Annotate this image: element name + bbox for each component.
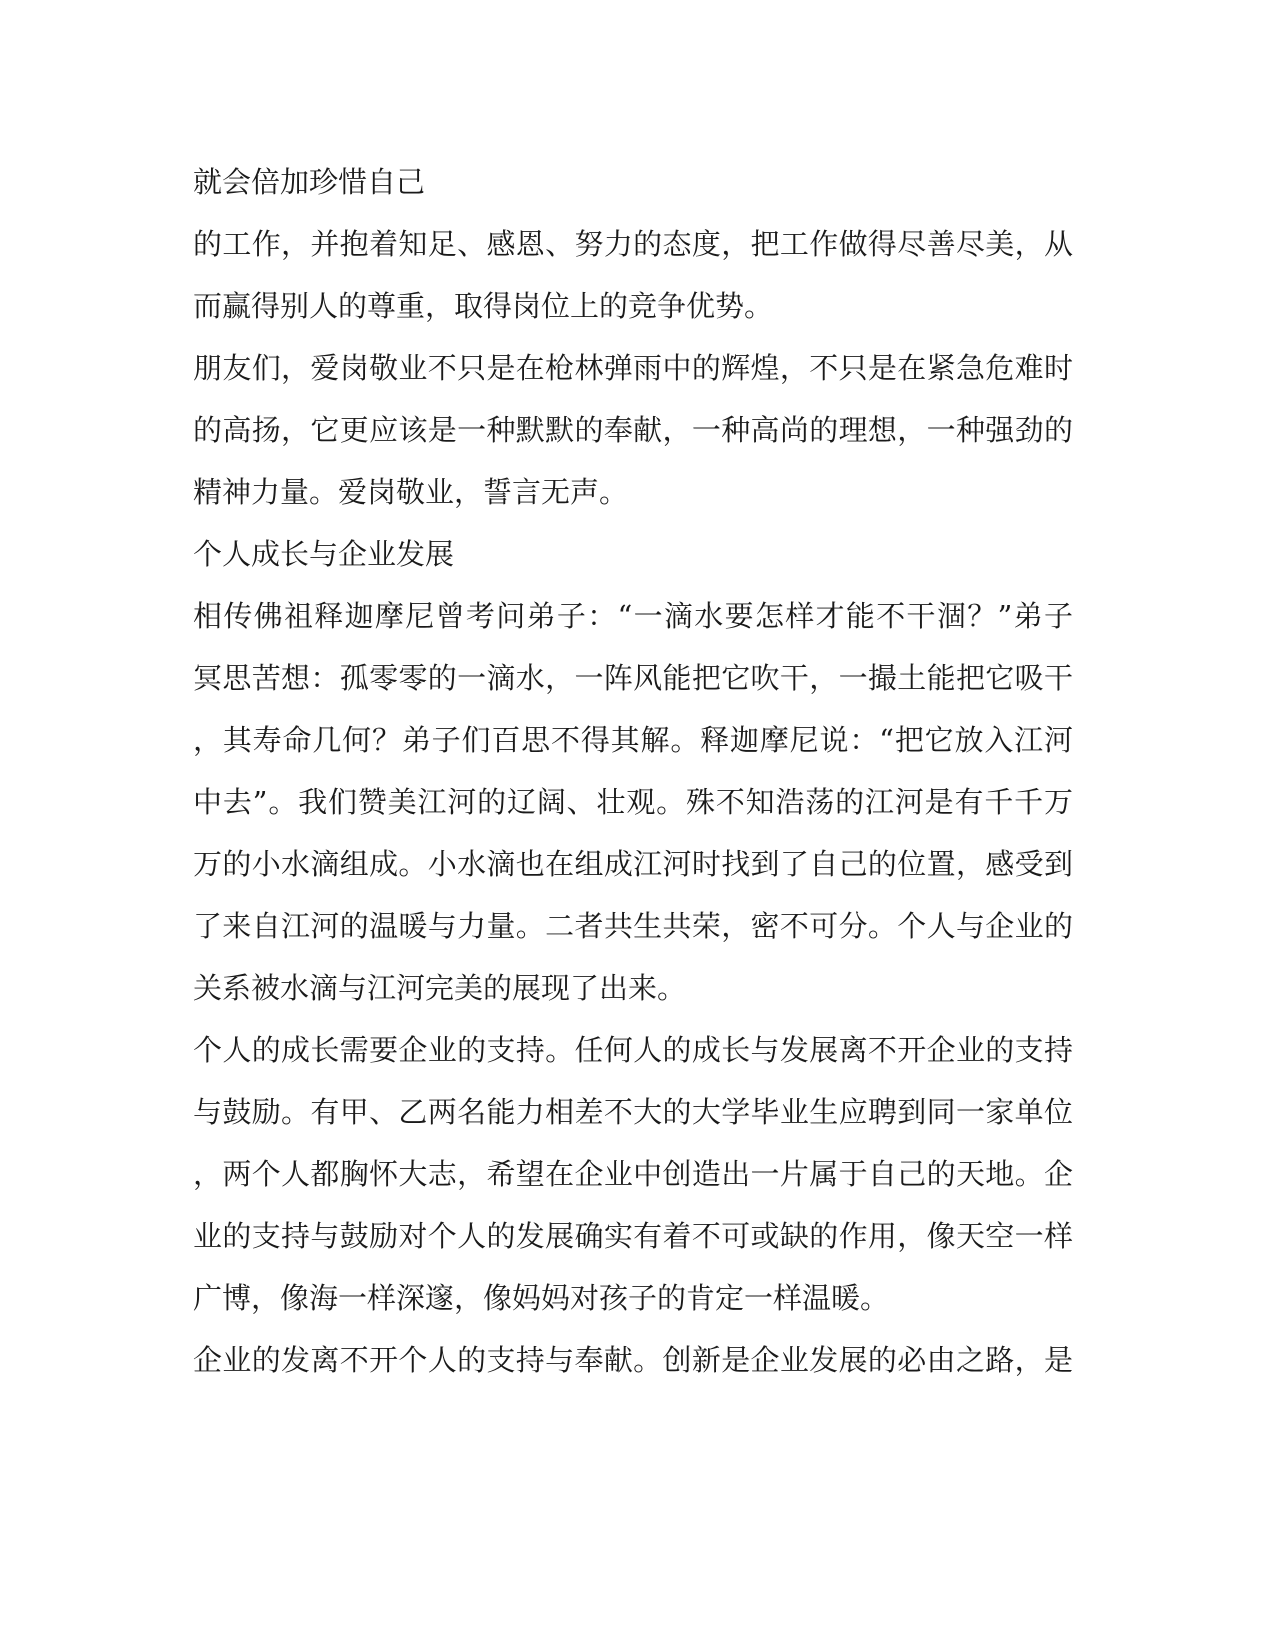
text-line-9: 冥思苦想：孤零零的一滴水，一阵风能把它吹干，一撮土能把它吸干	[193, 661, 1073, 695]
text-line-17: ，两个人都胸怀大志，希望在企业中创造出一片属于自己的天地。企	[193, 1157, 1073, 1191]
text-line-12: 万的小水滴组成。小水滴也在组成江河时找到了自己的位置，感受到	[193, 847, 1073, 881]
text-line-15: 个人的成长需要企业的支持。任何人的成长与发展离不开企业的支持	[193, 1033, 1073, 1067]
text-line-10: ，其寿命几何？弟子们百思不得其解。释迦摩尼说：“把它放入江河	[193, 723, 1073, 757]
text-line-1: 就会倍加珍惜自己	[193, 165, 426, 199]
text-line-3: 而赢得别人的尊重，取得岗位上的竞争优势。	[193, 289, 774, 323]
text-line-2: 的工作，并抱着知足、感恩、努力的态度，把工作做得尽善尽美，从	[193, 227, 1073, 261]
text-line-8: 相传佛祖释迦摩尼曾考问弟子：“一滴水要怎样才能不干涸？”弟子	[193, 599, 1073, 633]
text-line-5: 的高扬，它更应该是一种默默的奉献，一种高尚的理想，一种强劲的	[193, 413, 1073, 447]
text-line-20: 企业的发离不开个人的支持与奉献。创新是企业发展的必由之路，是	[193, 1343, 1073, 1377]
text-line-4: 朋友们，爱岗敬业不只是在枪林弹雨中的辉煌，不只是在紧急危难时	[193, 351, 1073, 385]
text-line-14: 关系被水滴与江河完美的展现了出来。	[193, 971, 687, 1005]
text-line-6: 精神力量。爱岗敬业，誓言无声。	[193, 475, 629, 509]
text-line-16: 与鼓励。有甲、乙两名能力相差不大的大学毕业生应聘到同一家单位	[193, 1095, 1073, 1129]
text-line-19: 广博，像海一样深邃，像妈妈对孩子的肯定一样温暖。	[193, 1281, 890, 1315]
section-heading: 个人成长与企业发展	[193, 537, 455, 571]
text-line-18: 业的支持与鼓励对个人的发展确实有着不可或缺的作用，像天空一样	[193, 1219, 1073, 1253]
text-line-11: 中去”。我们赞美江河的辽阔、壮观。殊不知浩荡的江河是有千千万	[193, 785, 1073, 819]
text-line-13: 了来自江河的温暖与力量。二者共生共荣，密不可分。个人与企业的	[193, 909, 1073, 943]
